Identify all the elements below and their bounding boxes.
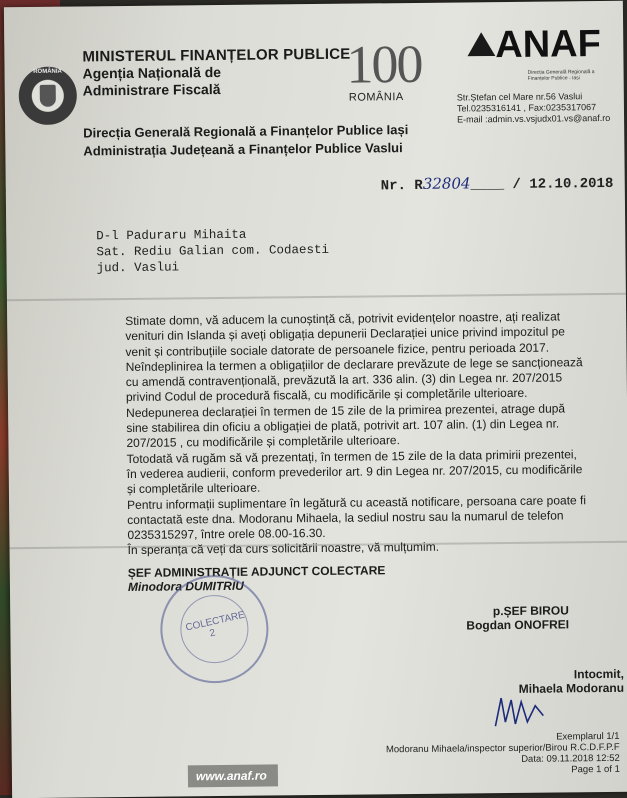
copy-number: Exemplarul 1/1 [556, 730, 620, 743]
prepared-by-name: Mihaela Modoranu [518, 680, 625, 696]
website-link[interactable]: www.anaf.ro [195, 768, 267, 784]
contact-email: E-mail :admin.vs.vsjudx01.vs@anaf.ro [457, 112, 611, 125]
addressee-name: D-l Paduraru Mihaita [96, 227, 247, 244]
nr-prefix: Nr. R [380, 177, 423, 195]
office-head-title: p.ȘEF BIROU [492, 603, 569, 619]
centenary-number: 100 [346, 33, 422, 95]
body-line: Totodată vă rugăm să vă prezentați, în termen de 15 zile de la data primirii prezentei, [126, 446, 577, 466]
contact-address: Str.Ștefan cel Mare nr.56 Vaslui [456, 91, 583, 103]
deputy-head-title: ȘEF ADMINISTRAȚIE ADJUNCT COLECTARE [127, 563, 386, 580]
official-stamp-icon [160, 575, 269, 684]
stamp-text: COLECTARE 2 [184, 609, 246, 640]
addressee-village: Sat. Rediu Galian com. Codaesti [96, 242, 330, 260]
addressee-block [96, 226, 329, 276]
print-date: Data: 09.11.2018 12:52 [521, 752, 620, 765]
handwritten-signature-icon [491, 692, 551, 733]
author-line: Modoranu Mihaela/inspector superior/Birou R.C.D.F.P.F [385, 741, 620, 756]
anaf-subtitle: Direcția Generală Regională a Finanțelor Publice - Iași [527, 69, 595, 82]
body-line: În speranța că veți da curs solicitării noastre, vă mulțumim. [127, 540, 440, 558]
handwritten-number: 32804 [422, 174, 471, 193]
contact-block [457, 91, 611, 126]
footer-info [370, 731, 620, 778]
body-line: și completările ulterioare. [126, 480, 261, 497]
centenary-text: ROMÂNIA [348, 91, 404, 104]
ministry-name: MINISTERUL FINANȚELOR PUBLICE [82, 45, 351, 66]
body-line: Nedepunerea declarației în termen de 15 zile de la primirea prezentei, atrage după [126, 401, 566, 420]
ministry-header [82, 46, 351, 100]
letter-date: / 12.10.2018 [512, 175, 614, 193]
body-line: venituri din Islanda și aveți obligația depunerii Declarației unice privind impozitul pe [125, 324, 565, 344]
addressee-county: jud. Vaslui [96, 260, 180, 276]
body-line: Pentru informații suplimentare în legătură cu această notificare, persoana care poate fi [127, 492, 587, 512]
administration-line: Administrația Județeană a Finanțelor Publice Vaslui [83, 140, 403, 159]
office-head-name: Bogdan ONOFREI [466, 617, 570, 633]
office-head-signature-block [466, 603, 569, 632]
seal-text: ROMÂNIA [33, 68, 62, 75]
body-line: sine stabilirea din oficiu a obligației de plată, potrivit art. 107 alin. (1) din Legea nr. [126, 416, 560, 436]
letter-body [125, 309, 608, 559]
deputy-head-signature-block [128, 563, 386, 594]
body-line: 0235315297, între orele 08.00-16.30. [127, 526, 326, 543]
page-number: Page 1 of 1 [571, 763, 620, 776]
body-line: Stimate domn, vă aducem la cunoștință că, potrivit evidențelor noastre, ați realizat [125, 309, 561, 329]
website-banner [188, 764, 278, 787]
anaf-logo [467, 23, 618, 85]
body-line: venit și contribuțiile sociale datorate de persoanele fizice, pentru perioada 2017. [125, 340, 550, 359]
body-line: contactată este dna. Modoranu Mihaela, la sediul nostru sau la numarul de telefon [127, 508, 564, 527]
body-line: 207/2015 , cu modificările și completările ulterioare. [126, 433, 400, 451]
contact-phone: Tel.0235316141 , Fax:0235317067 [456, 102, 597, 114]
agency-name-line2: Administrare Fiscală [82, 80, 221, 99]
anaf-mark-icon [467, 32, 495, 56]
registration-number: Nr. R32804____ / 12.10.2018 [380, 174, 614, 195]
body-line: în vederea audierii, conform prevederilor art. 9 din Legea nr. 207/2015, cu modificările [126, 462, 583, 481]
prepared-by-label: Intocmit, [573, 666, 624, 682]
paper-fold [7, 293, 626, 301]
body-line: cu amendă contravențională, prevăzută la art. 336 alin. (3) din Legea nr. 207/2015 [125, 370, 563, 390]
body-line: privind Codul de procedură fiscală, cu modificările și completările ulterioare. [125, 386, 528, 405]
directorate-line: Direcția Generală Regională a Finanțelor Publice Iași [83, 122, 409, 141]
directorate-block [83, 121, 408, 160]
coat-of-arms-seal-icon [19, 67, 78, 126]
agency-name-line1: Agenția Națională de [82, 63, 222, 82]
body-line: Neîndeplinirea la termen a obligațiilor de declarare prevăzute de lege se sancționează [125, 355, 583, 374]
crest-icon [40, 85, 56, 107]
deputy-head-name: Minodora DUMITRIU [127, 578, 245, 594]
anaf-wordmark: ANAF [495, 23, 602, 67]
letter-document [4, 1, 627, 798]
romania-centenary-logo [340, 35, 446, 106]
